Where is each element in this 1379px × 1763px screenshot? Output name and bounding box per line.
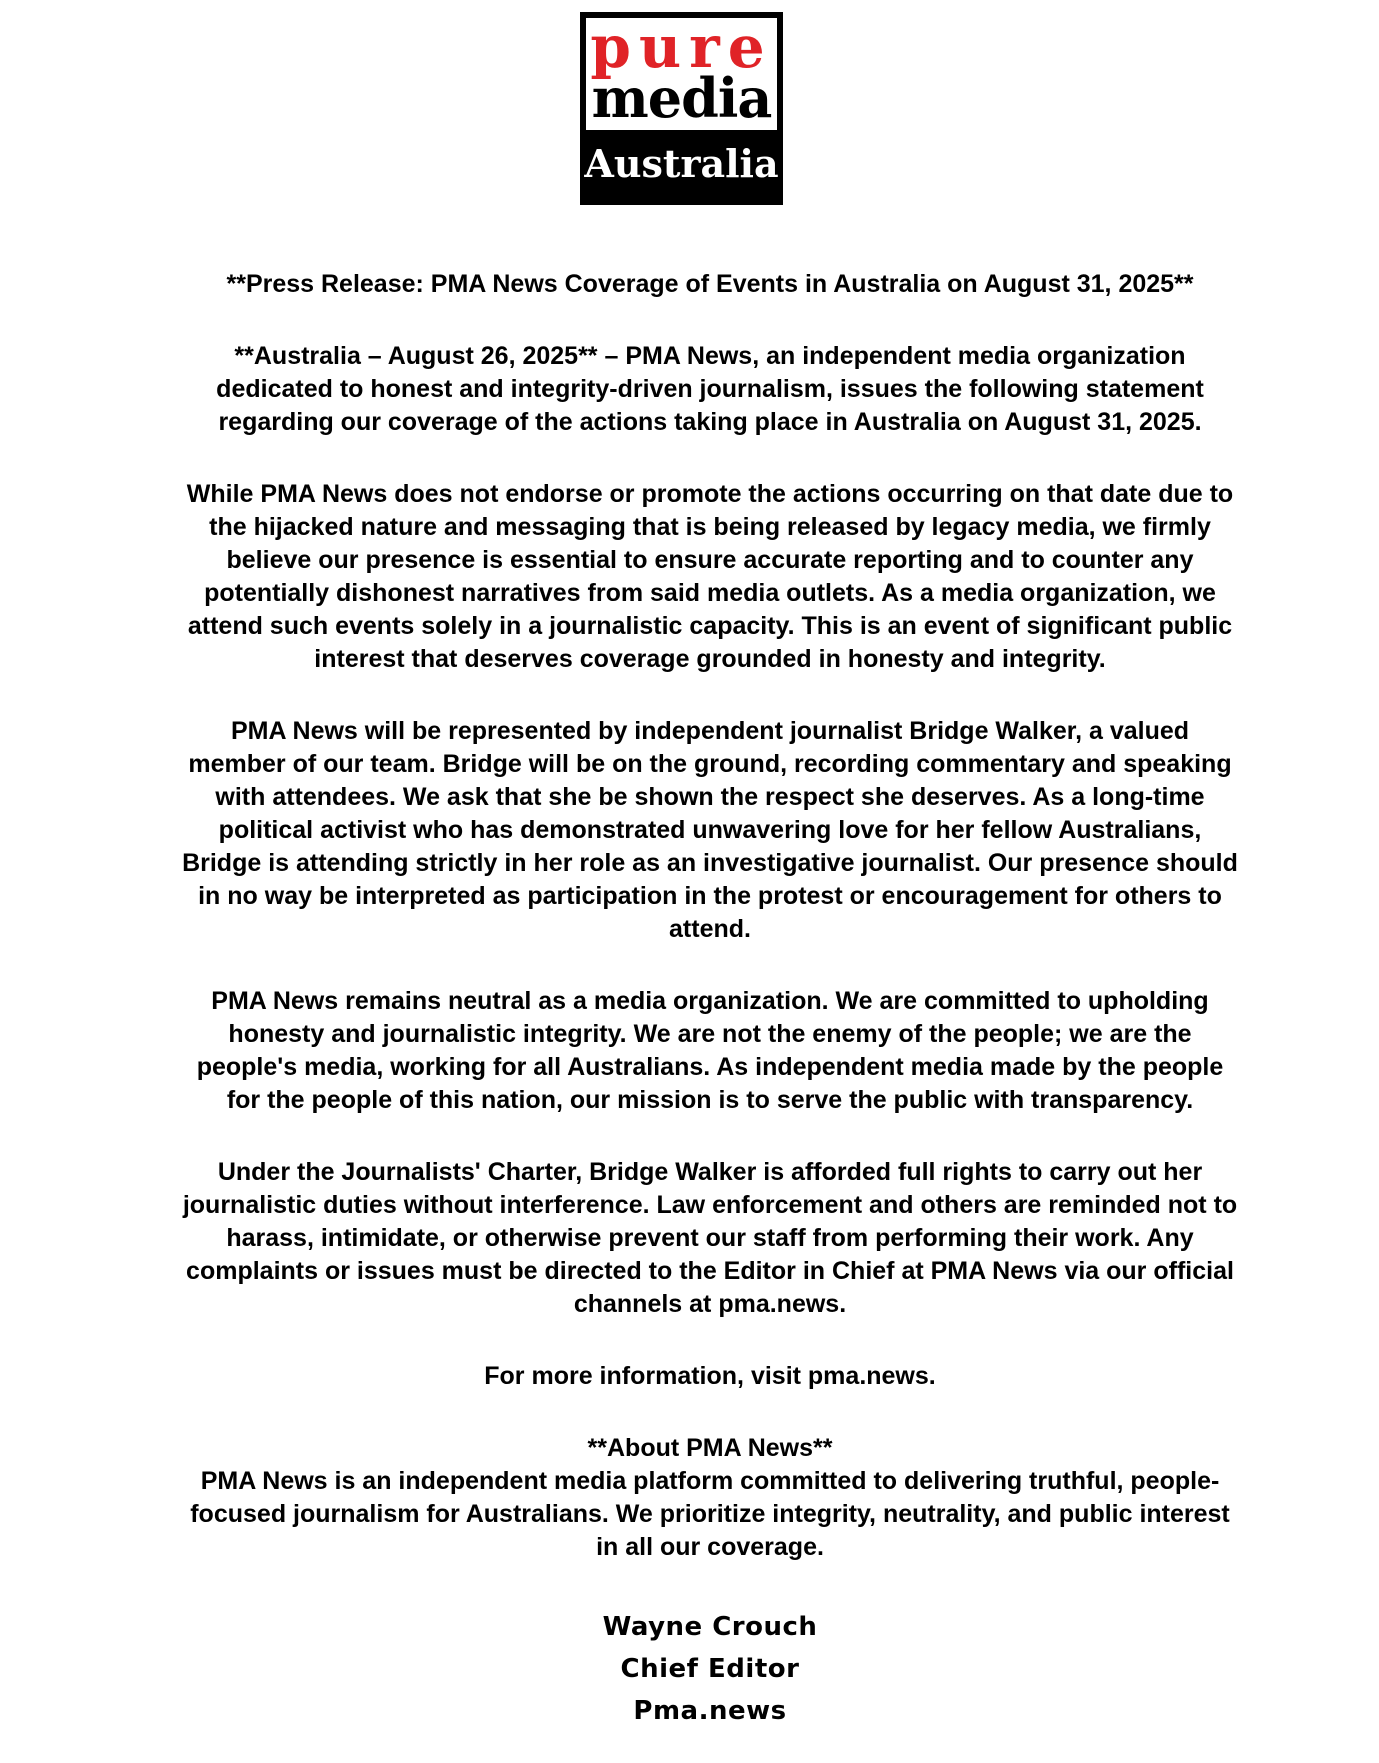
- pure-media-australia-logo: [580, 12, 783, 205]
- logo-white-panel: [586, 13, 777, 130]
- paragraph-line: honesty and journalistic integrity. We are not the enemy of the people; we are the: [228, 1020, 1192, 1048]
- paragraph-line: For more information, visit pma.news.: [484, 1362, 936, 1390]
- about-heading: **About PMA News**: [587, 1434, 833, 1462]
- paragraph-line: believe our presence is essential to ensure accurate reporting and to counter any: [226, 546, 1194, 574]
- logo-media-text: media: [591, 66, 772, 130]
- paragraph-line: PMA News will be represented by independent journalist Bridge Walker, a valued: [230, 717, 1190, 745]
- paragraph-line: political activist who has demonstrated unwavering love for her fellow Australians,: [218, 816, 1202, 844]
- paragraph-line: with attendees. We ask that she be shown the respect she deserves. As a long-time: [215, 783, 1205, 811]
- paragraph-line: harass, intimidate, or otherwise prevent our staff from performing their work. Any: [226, 1224, 1194, 1252]
- paragraph: [60, 985, 1360, 1117]
- paragraph-line: attend such events solely in a journalistic capacity. This is an event of significant public: [187, 612, 1233, 640]
- about-line: focused journalism for Australians. We prioritize integrity, neutrality, and public interest: [190, 1500, 1230, 1528]
- about-line: PMA News is an independent media platform committed to delivering truthful, people-: [200, 1467, 1220, 1495]
- paragraph-line: member of our team. Bridge will be on the ground, recording commentary and speaking: [188, 750, 1232, 778]
- logo-pure-text: pure: [590, 13, 773, 81]
- paragraph-line: dedicated to honest and integrity-driven journalism, issues the following statement: [216, 375, 1204, 403]
- signature-role: Chief Editor: [620, 1654, 800, 1684]
- signature-name: Wayne Crouch: [602, 1612, 818, 1642]
- paragraph-line: complaints or issues must be directed to the Editor in Chief at PMA News via our official: [186, 1257, 1234, 1285]
- paragraph: [60, 1156, 1360, 1321]
- signature-block: [0, 1606, 1379, 1732]
- about-line: in all our coverage.: [596, 1533, 824, 1561]
- paragraph-line: attend.: [669, 915, 751, 943]
- paragraph-line: people's media, working for all Australians. As independent media made by the people: [196, 1053, 1224, 1081]
- paragraph-line: in no way be interpreted as participation in the protest or encouragement for others to: [198, 882, 1222, 910]
- paragraph: [60, 340, 1360, 439]
- paragraph-line: While PMA News does not endorse or promote the actions occurring on that date due to: [186, 480, 1234, 508]
- logo-australia-text: Australia: [584, 141, 779, 186]
- paragraph-line: PMA News remains neutral as a media organization. We are committed to upholding: [211, 987, 1209, 1015]
- paragraph-line: regarding our coverage of the actions taking place in Australia on August 31, 2025.: [218, 408, 1202, 436]
- press-release-body: [60, 268, 1360, 1603]
- paragraph-line: Under the Journalists' Charter, Bridge Walker is afforded full rights to carry out her: [217, 1158, 1203, 1186]
- paragraph-line: **Australia – August 26, 2025** – PMA News, an independent media organization: [234, 342, 1186, 370]
- about-section: [60, 1432, 1360, 1564]
- paragraph-line: potentially dishonest narratives from said media outlets. As a media organization, we: [204, 579, 1216, 607]
- paragraph-line: interest that deserves coverage grounded in honesty and integrity.: [314, 645, 1106, 673]
- paragraph-line: the hijacked nature and messaging that is being released by legacy media, we firmly: [209, 513, 1211, 541]
- paragraph-line: journalistic duties without interference. Law enforcement and others are reminded not to: [182, 1191, 1238, 1219]
- paragraph: [60, 1360, 1360, 1393]
- paragraph: [60, 478, 1360, 676]
- press-release-title: [60, 268, 1360, 301]
- signature-site: Pma.news: [633, 1696, 787, 1726]
- paragraph-line: channels at pma.news.: [573, 1290, 847, 1318]
- paragraph: [60, 715, 1360, 946]
- title-line: **Press Release: PMA News Coverage of Events in Australia on August 31, 2025**: [226, 270, 1194, 298]
- paragraph-line: Bridge is attending strictly in her role as an investigative journalist. Our presence should: [182, 849, 1238, 877]
- paragraph-line: for the people of this nation, our mission is to serve the public with transparency.: [226, 1086, 1194, 1114]
